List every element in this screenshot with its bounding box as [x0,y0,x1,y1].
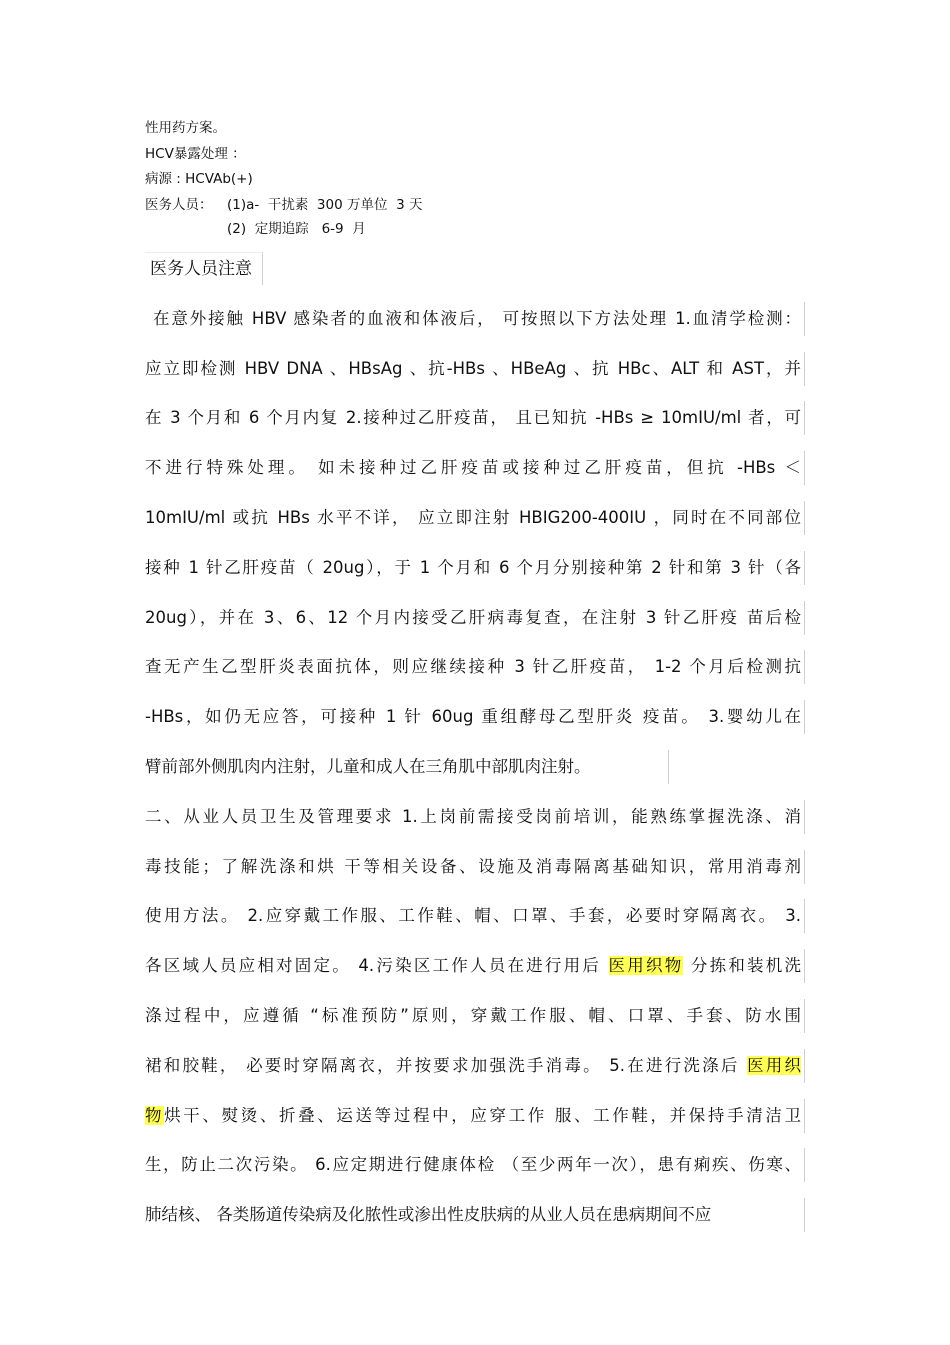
paragraph-line: 各区域人员应相对固定。 4.污染区工作人员在进行用后 医用织物 分拣和装机洗 [145,949,805,983]
section-title: 医务人员注意 [145,252,263,285]
text-line: 性用药方案。 [145,120,226,136]
medical-staff-label: 医务人员： [145,197,213,213]
paragraph-line: 毒技能；了解洗涤和烘 干等相关设备、设施及消毒隔离基础知识，常用消毒剂 [145,850,805,884]
paragraph-line: 涤过程中，应遵循 “标准预防”原则，穿戴工作服、帽、口罩、手套、防水围 [145,999,805,1033]
paragraph-line: 查无产生乙型肝炎表面抗体，则应继续接种 3 针乙肝疫苗， 1-2 个月后检测抗 [145,650,805,684]
paragraph-line: 使用方法。 2.应穿戴工作服、工作鞋、帽、口罩、手套，必要时穿隔离衣。 3. [145,899,805,933]
highlighted-term: 医用织物 [608,956,684,975]
paragraph-line: 应立即检测 HBV DNA 、HBsAg 、抗-HBs 、HBeAg 、抗 HBc、ALT 和 AST，并 [145,352,805,386]
highlighted-term: 物 [145,1106,165,1125]
paragraph-line: 物烘干、熨烫、折叠、运送等过程中，应穿工作 服、工作鞋，并保持手清洁卫 [145,1099,805,1133]
paragraph-line: 不进行特殊处理。 如未接种过乙肝疫苗或接种过乙肝疫苗，但抗 -HBs ＜ [145,451,805,485]
paragraph-line: 在意外接触 HBV 感染者的血液和体液后， 可按照以下方法处理 1.血清学检测： [145,302,805,336]
medical-staff-line [145,196,422,214]
paragraph-line: 20ug），并在 3、6、12 个月内接受乙肝病毒复查，在注射 3 针乙肝疫 苗后检 [145,601,805,635]
treatment-step-1: (1)a- 干扰素 300 万单位 3 天 [227,197,423,213]
hcv-exposure-heading: HCV暴露处理 ： [145,146,246,162]
paragraph-line: -HBs，如仍无应答，可接种 1 针 60ug 重组酵母乙型肝炎 疫苗。 3.婴幼儿在 [145,700,805,734]
highlighted-term: 医用织 [747,1056,802,1075]
paragraph-line: 接种 1 针乙肝疫苗（ 20ug），于 1 个月和 6 个月分别接种第 2 针和第 3 针（各 [145,551,805,585]
source-line: 病源 : HCVAb(+) [145,171,253,187]
paragraph-line: 生，防止二次污染。 6.应定期进行健康体检 （至少两年一次），患有痢疾、伤寒、 [145,1148,805,1182]
paragraph-line: 二、从业人员卫生及管理要求 1.上岗前需接受岗前培训，能熟练掌握洗涤、消 [145,800,805,834]
treatment-step-2-line [145,220,366,238]
treatment-step-2: (2) 定期追踪 6-9 月 [227,221,366,237]
paragraph-line: 裙和胶鞋， 必要时穿隔离衣，并按要求加强洗手消毒。 5.在进行洗涤后 医用织 [145,1049,805,1083]
paragraph-line: 肺结核、 各类肠道传染病及化脓性或渗出性皮肤病的从业人员在患病期间不应 [145,1198,805,1232]
paragraph-line: 10mIU/ml 或抗 HBs 水平不详， 应立即注射 HBIG200-400IU ，同时在不同部位 [145,501,805,535]
paragraph-line: 臂前部外侧肌肉内注射，儿童和成人在三角肌中部肌肉注射。 [145,750,669,784]
paragraph-line: 在 3 个月和 6 个月内复 2.接种过乙肝疫苗， 且已知抗 -HBs ≥ 10mIU/ml 者，可 [145,401,805,435]
